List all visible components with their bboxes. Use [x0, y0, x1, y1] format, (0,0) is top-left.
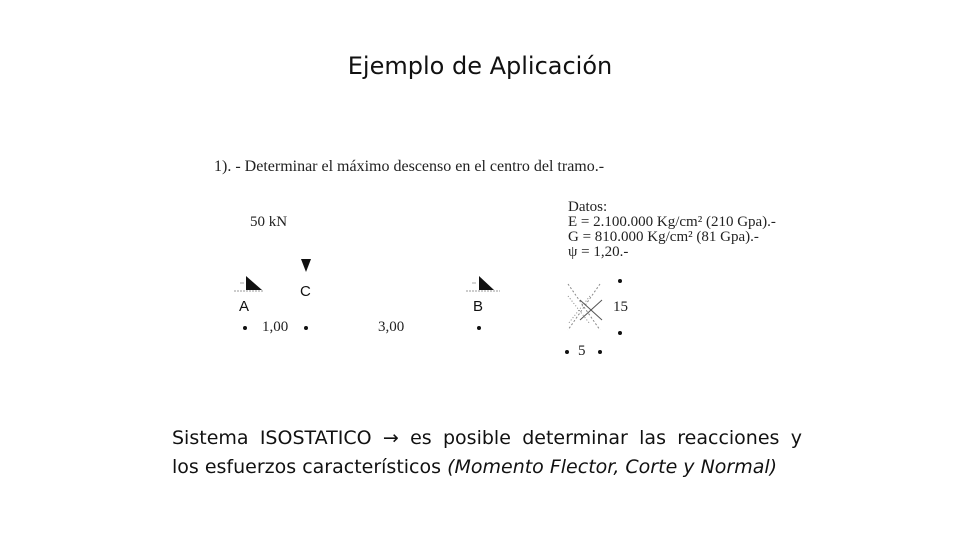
datos-psi-value: ψ = 1,20.- — [568, 244, 629, 260]
caption-line-1 — [172, 424, 802, 453]
caption-word: posible — [443, 427, 511, 449]
caption-word: ISOSTATICO — [259, 427, 372, 449]
support-b-icon — [466, 276, 500, 291]
dimension-dot — [243, 326, 247, 330]
datos-e-value: E = 2.100.000 Kg/cm² (210 Gpa).- — [568, 214, 776, 230]
caption-word: Sistema — [172, 427, 249, 449]
caption-word: determinar — [522, 427, 628, 449]
datos-block — [568, 200, 776, 260]
span-ac-dimension: 1,00 — [262, 319, 289, 335]
dimension-dot — [565, 350, 569, 354]
problem-statement: 1). - Determinar el máximo descenso en el centro del tramo.- — [214, 158, 605, 175]
section-width-dimension: 5 — [578, 343, 586, 359]
caption-word: y — [790, 427, 802, 449]
arrow-icon: → — [382, 427, 399, 449]
caption-word: es — [410, 427, 432, 449]
support-a-label: A — [239, 298, 250, 315]
section-height-dimension: 15 — [613, 299, 628, 315]
caption — [172, 424, 802, 482]
datos-g-value: G = 810.000 Kg/cm² (81 Gpa).- — [568, 229, 759, 245]
load-label: 50 kN — [250, 214, 288, 230]
dimension-dot — [618, 279, 622, 283]
point-c-label: C — [300, 283, 311, 300]
caption-line-2 — [172, 453, 802, 482]
datos-heading: Datos: — [568, 199, 608, 215]
caption-word: reacciones — [677, 427, 780, 449]
caption-text: los esfuerzos característicos — [172, 456, 448, 478]
support-a-icon — [234, 276, 264, 291]
dimension-dot — [598, 350, 602, 354]
dimension-dot — [477, 326, 481, 330]
caption-word: las — [639, 427, 666, 449]
support-b-label: B — [473, 298, 484, 315]
load-arrow-icon — [301, 259, 311, 272]
caption-italic-text: (Momento Flector, Corte y Normal) — [447, 456, 778, 478]
cross-section-icon — [568, 284, 602, 330]
dimension-dot — [618, 331, 622, 335]
dimension-dot — [304, 326, 308, 330]
slide-title: Ejemplo de Aplicación — [347, 52, 613, 80]
span-cb-dimension: 3,00 — [378, 319, 405, 335]
